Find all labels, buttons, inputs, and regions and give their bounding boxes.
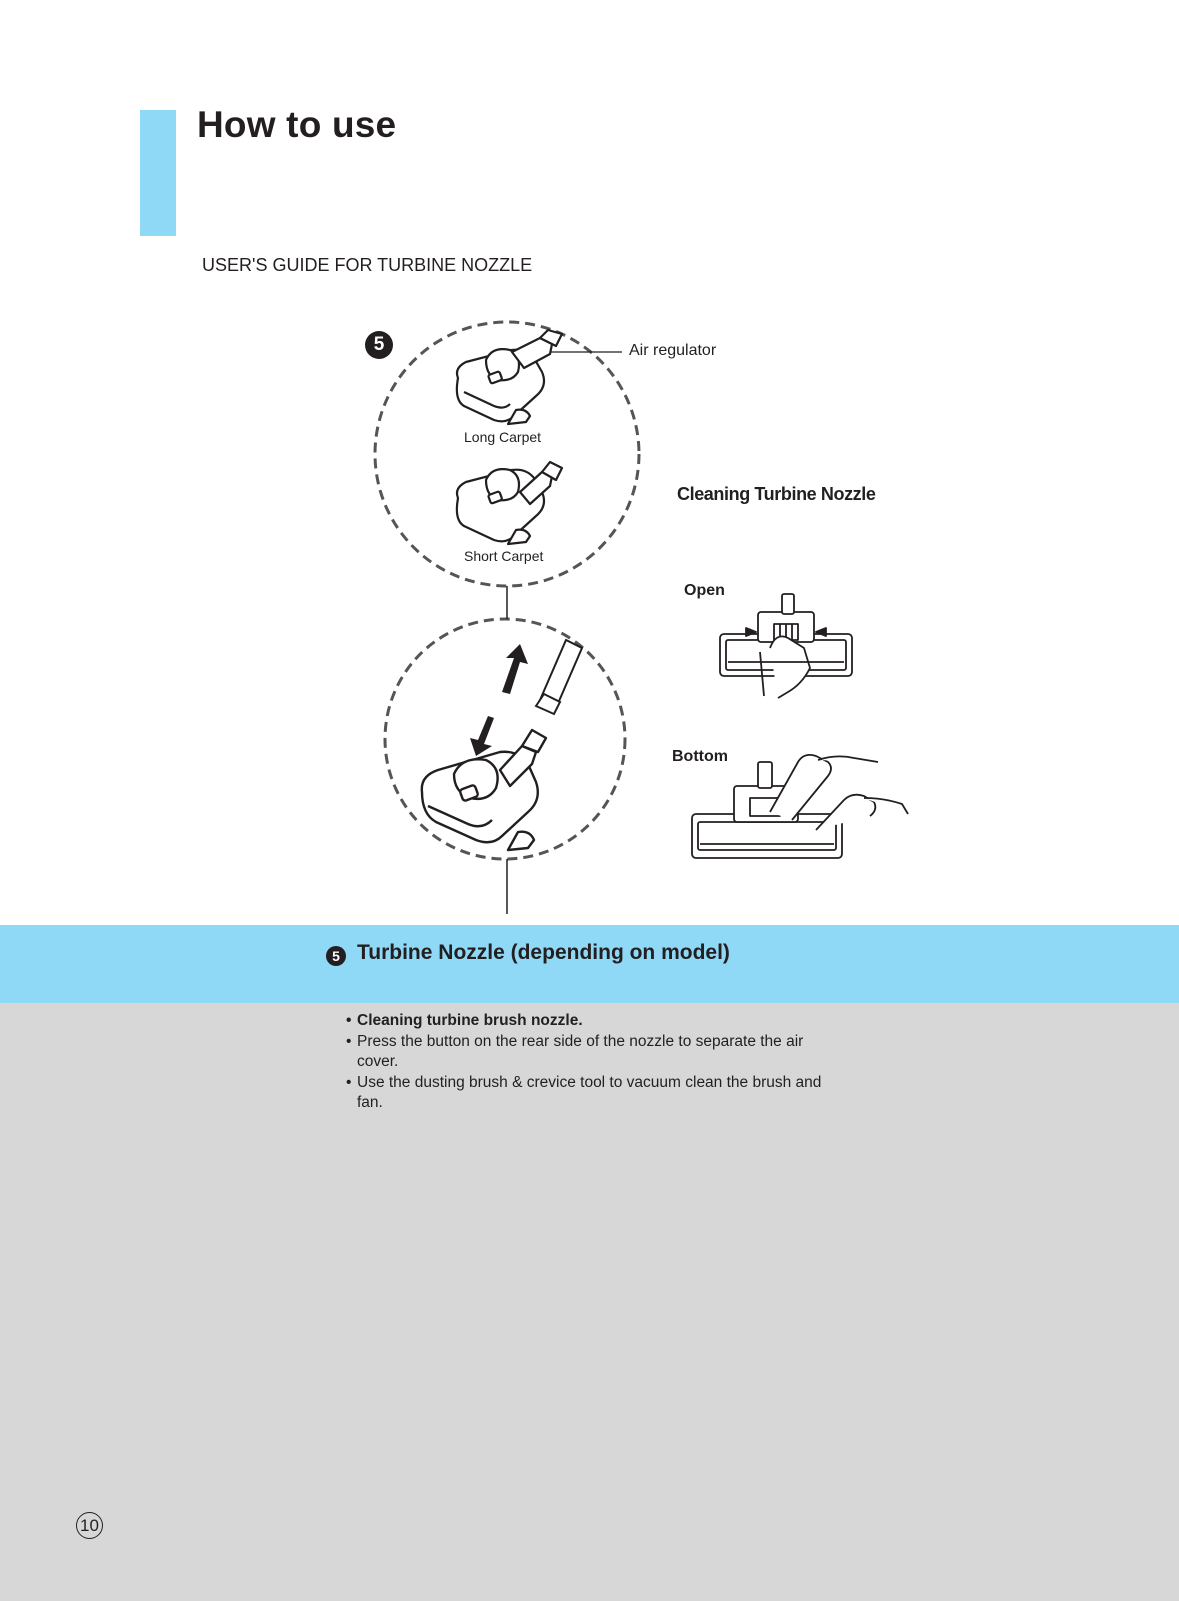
open-label: Open (684, 582, 725, 599)
section-title: Turbine Nozzle (depending on model) (357, 941, 730, 964)
page-subtitle: USER'S GUIDE FOR TURBINE NOZZLE (202, 255, 533, 275)
cleaning-turbine-heading: Cleaning Turbine Nozzle (677, 484, 876, 504)
instruction-item: • Press the button on the rear side of the nozzle to separate the air cover. (346, 1032, 846, 1073)
page-number: 10 (76, 1512, 103, 1539)
wand-tube-drawing (536, 640, 582, 714)
page-title: How to use (197, 104, 397, 145)
attach-arrows (470, 644, 528, 756)
short-carpet-label: Short Carpet (464, 548, 544, 564)
bottom-label: Bottom (672, 748, 728, 765)
nozzle-long-carpet-drawing (457, 330, 562, 424)
bottom-view-drawing (692, 755, 908, 858)
instruction-item: • Use the dusting brush & crevice tool to vacuum clean the brush and fan. (346, 1073, 846, 1114)
long-carpet-label: Long Carpet (464, 429, 542, 445)
step-number-badge: 5 (365, 331, 393, 359)
nozzle-short-carpet-drawing (457, 462, 562, 544)
section-number-badge: 5 (326, 946, 346, 966)
instruction-item: • Cleaning turbine brush nozzle. (346, 1011, 846, 1032)
open-view-drawing (720, 594, 852, 698)
instruction-list (346, 1011, 846, 1114)
air-regulator-label: Air regulator (629, 342, 717, 359)
